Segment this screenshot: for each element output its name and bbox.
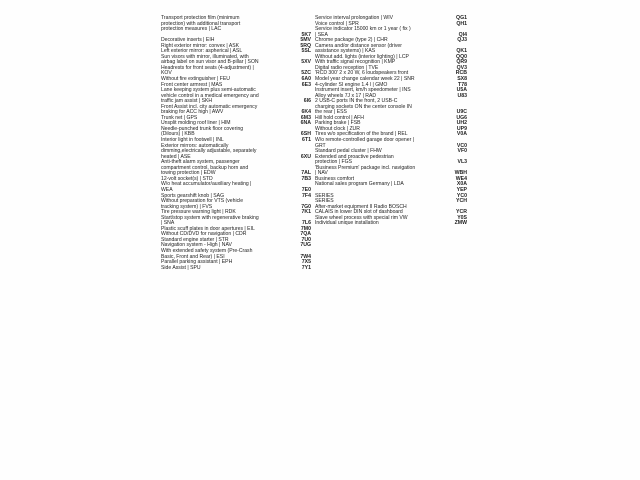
equipment-description: Exterior mirrors: automatically dimming,electrically adjustable, separately heated | ASE xyxy=(161,142,257,160)
equipment-code: V0A xyxy=(456,131,467,138)
equipment-code: 7L6 xyxy=(302,220,311,227)
equipment-code: 7B3 xyxy=(301,175,311,182)
equipment-code: 5XV xyxy=(301,59,311,66)
equipment-description: Parallel parking assistant | EPH xyxy=(161,259,233,266)
equipment-row xyxy=(161,182,311,193)
equipment-description: SERIES xyxy=(315,192,334,199)
equipment-code: UG6 xyxy=(456,114,467,121)
equipment-code: 6XU xyxy=(300,153,311,160)
equipment-description: 4-cylinder SI engine 1.4 l | GMO xyxy=(315,81,388,88)
equipment-code: YEP xyxy=(456,186,467,193)
equipment-description: Parking brake | FSB xyxy=(315,120,361,127)
equipment-code: 7QA xyxy=(300,231,311,238)
equipment-description: Start/stop system with regenerative braking | SNA xyxy=(161,214,259,227)
equipment-description: Left exterior mirror: aspherical | ASL xyxy=(161,48,243,55)
equipment-code: 7UG xyxy=(300,242,311,249)
equipment-code: 6E3 xyxy=(301,81,311,88)
equipment-code: 5K7 5MV xyxy=(300,31,311,44)
equipment-description: Tires w/o specification of the brand | REL xyxy=(315,131,408,138)
equipment-code: U5A xyxy=(456,87,467,94)
equipment-description: Without add. lights (interior lighting) | LCP xyxy=(315,53,409,60)
equipment-code: QV3 xyxy=(456,64,467,71)
equipment-description: Model year change calendar week 22 | SNR xyxy=(315,76,415,83)
equipment-description: Voice control | SPR xyxy=(315,20,359,27)
equipment-description: National sales program Germany | LDA xyxy=(315,181,404,188)
equipment-description: 'RCD 300' 2 x 20 W, 6 loudspeakers front xyxy=(315,70,409,77)
equipment-code: QG1 xyxy=(456,15,467,21)
equipment-row xyxy=(161,266,311,272)
equipment-code: RCB xyxy=(455,70,467,77)
equipment-description: Standard engine starter | STR xyxy=(161,236,229,243)
equipment-code: 7F4 xyxy=(302,192,311,199)
equipment-description: Transport protection film (minimum protection) with additional transport protection measures | LAC xyxy=(161,15,241,33)
equipment-code: 7E0 xyxy=(301,186,311,193)
equipment-row xyxy=(161,144,311,161)
equipment-code: WBH xyxy=(454,170,467,177)
equipment-description: Service indicator 15000 km or 1 year ( fix ) | SEA xyxy=(315,26,411,38)
equipment-row xyxy=(161,16,311,33)
equipment-description: Without CD/DVD for navigation | CDR xyxy=(161,231,247,238)
equipment-code: T78 xyxy=(458,81,467,88)
equipment-description: Hill hold control | AFH xyxy=(315,114,364,121)
equipment-code: QI4 xyxy=(458,31,467,38)
equipment-description: Sports gearshift knob | SAG xyxy=(161,192,225,199)
equipment-description: Plastic scuff plates in door apertures | EIL xyxy=(161,225,255,232)
equipment-code: 6I6 xyxy=(303,98,311,105)
equipment-description: Without fire extinguisher | FEU xyxy=(161,76,230,83)
equipment-code: SX8 xyxy=(457,76,467,83)
equipment-code: 7K1 xyxy=(301,209,311,216)
equipment-description: Navigation system - High | NAV xyxy=(161,242,232,249)
equipment-code: 7X5 xyxy=(301,259,311,266)
equipment-code: YCH xyxy=(456,198,467,205)
equipment-code: 6M3 xyxy=(300,114,311,121)
right-column xyxy=(315,16,467,227)
equipment-description: Front center armrest | MAS xyxy=(161,81,223,88)
equipment-description: Extended and proactive pedestrian protection | FGS xyxy=(315,153,394,166)
equipment-description: Unsplit molding roof liner | HIM xyxy=(161,120,231,127)
equipment-code: 7AL xyxy=(301,170,311,177)
equipment-code: VC0 xyxy=(456,142,467,149)
equipment-code: UP9 xyxy=(456,125,467,132)
equipment-code: X0A xyxy=(456,181,467,188)
equipment-code: VF0 xyxy=(457,148,467,155)
equipment-description: Individual unique installation xyxy=(315,220,379,227)
equipment-code: U83 xyxy=(457,92,467,99)
equipment-description: After-market equipment II Radio BOSCH CALAIS in lower DIN slot of dashboard xyxy=(315,203,407,216)
equipment-description: Tire pressure warning light | RDK xyxy=(161,209,236,216)
equipment-code: Y0S xyxy=(457,214,467,221)
equipment-description: 2 USB-C ports IN the front, 2 USB-C charging sockets ON the center console IN the rear | ESS xyxy=(315,98,412,116)
equipment-description: Headrests for front seats (4-adjustment) | KOV xyxy=(161,64,254,77)
equipment-code: VL3 xyxy=(457,159,467,166)
equipment-description: Interior light in footwell | INL xyxy=(161,137,224,144)
equipment-code: 6SH xyxy=(300,131,311,138)
equipment-row xyxy=(161,160,311,177)
equipment-description: Anti-theft alarm system, passenger compartment control, backup horn and towing protection | EDW xyxy=(161,159,249,177)
equipment-code: QJ3 xyxy=(457,37,467,44)
equipment-code: 7M0 xyxy=(300,225,311,232)
equipment-description: Side Assist | SPU xyxy=(161,264,201,271)
equipment-description: W/o remote-controlled garage door opener | GRT xyxy=(315,137,415,149)
equipment-row xyxy=(161,88,311,105)
equipment-description: Trunk net | GPS xyxy=(161,114,198,121)
equipment-row xyxy=(315,99,467,116)
equipment-description: Sun visors with mirror, illuminated, with airbag label on sun visor and B-pillar | SON xyxy=(161,53,259,66)
equipment-row xyxy=(315,221,467,227)
equipment-description: Standard pedal cluster | FHW xyxy=(315,148,382,155)
equipment-description: With traffic signal recognition | KMP xyxy=(315,59,396,66)
equipment-description: SERIES xyxy=(315,198,334,205)
equipment-description: Needle-punched trunk floor covering (Dilours) | KBB xyxy=(161,125,244,138)
equipment-code: YC0 xyxy=(456,192,467,199)
equipment-description: With extended safety system (Pre-Crash Basic, Front and Rear) | ESI xyxy=(161,247,253,260)
left-column xyxy=(161,16,311,271)
equipment-description: Decorative inserts | EIH xyxy=(161,37,215,44)
equipment-code: 7Y1 xyxy=(301,264,311,271)
equipment-description: Business comfort xyxy=(315,175,355,182)
equipment-description: Right exterior mirror: convex | ASK xyxy=(161,42,240,49)
equipment-description: Without clock | ZUR xyxy=(315,125,360,132)
equipment-code: QQ0 xyxy=(456,53,467,60)
equipment-description: Instrument insert, km/h speedometer | INS xyxy=(315,87,411,94)
equipment-row xyxy=(315,182,467,188)
equipment-description: 'Business Premium' package incl. navigation | NAV xyxy=(315,164,416,177)
equipment-code: 7W4 xyxy=(300,253,311,260)
equipment-description: Slave wheel process with special rim VW xyxy=(315,214,408,221)
equipment-code: 6A0 xyxy=(301,76,311,83)
equipment-description: Chrome package (type 2) | CHR xyxy=(315,37,388,44)
equipment-code: UH2 xyxy=(456,120,467,127)
equipment-code: 6NA xyxy=(300,120,311,127)
equipment-code: ZMW xyxy=(454,220,467,227)
equipment-code: YCR xyxy=(456,209,467,216)
equipment-code: QR9 xyxy=(456,59,467,66)
equipment-code: 7U0 xyxy=(301,236,311,243)
equipment-code: WE4 xyxy=(455,175,467,182)
equipment-code: 6K4 xyxy=(301,109,311,116)
equipment-code: 5ZC xyxy=(301,70,311,77)
equipment-description: Service interval prolongation | WIV xyxy=(315,15,394,21)
equipment-description: Digital radio reception | TVE xyxy=(315,64,379,71)
equipment-description: Without preparation for VTS (vehicle tracking system) | FVS xyxy=(161,198,244,210)
equipment-description: Lane keeping system plus semi-automatic vehicle control in a medical emergency and traffic jam assist | SKH xyxy=(161,87,259,105)
equipment-code: QK1 xyxy=(456,48,467,55)
equipment-code: 5RQ xyxy=(300,42,311,49)
equipment-description: 12-volt socket(s) | STD xyxy=(161,175,213,182)
equipment-code: U9C xyxy=(456,109,467,116)
equipment-code: QH1 xyxy=(456,20,467,27)
equipment-code: 5SL xyxy=(301,48,311,55)
equipment-description: Alloy wheels 7J x 17 | RAD xyxy=(315,92,377,99)
equipment-code: 7G0 xyxy=(301,203,311,210)
equipment-description: W/o heat accumulator/auxiliary heating | WEA xyxy=(161,181,252,193)
equipment-description: Front Assist incl. city automatic emergency braking for ACC high | AWV xyxy=(161,103,258,116)
equipment-description: Camera and/or distance sensor (driver assistance systems) | KAS xyxy=(315,42,402,55)
equipment-code: 6T1 xyxy=(302,137,311,144)
